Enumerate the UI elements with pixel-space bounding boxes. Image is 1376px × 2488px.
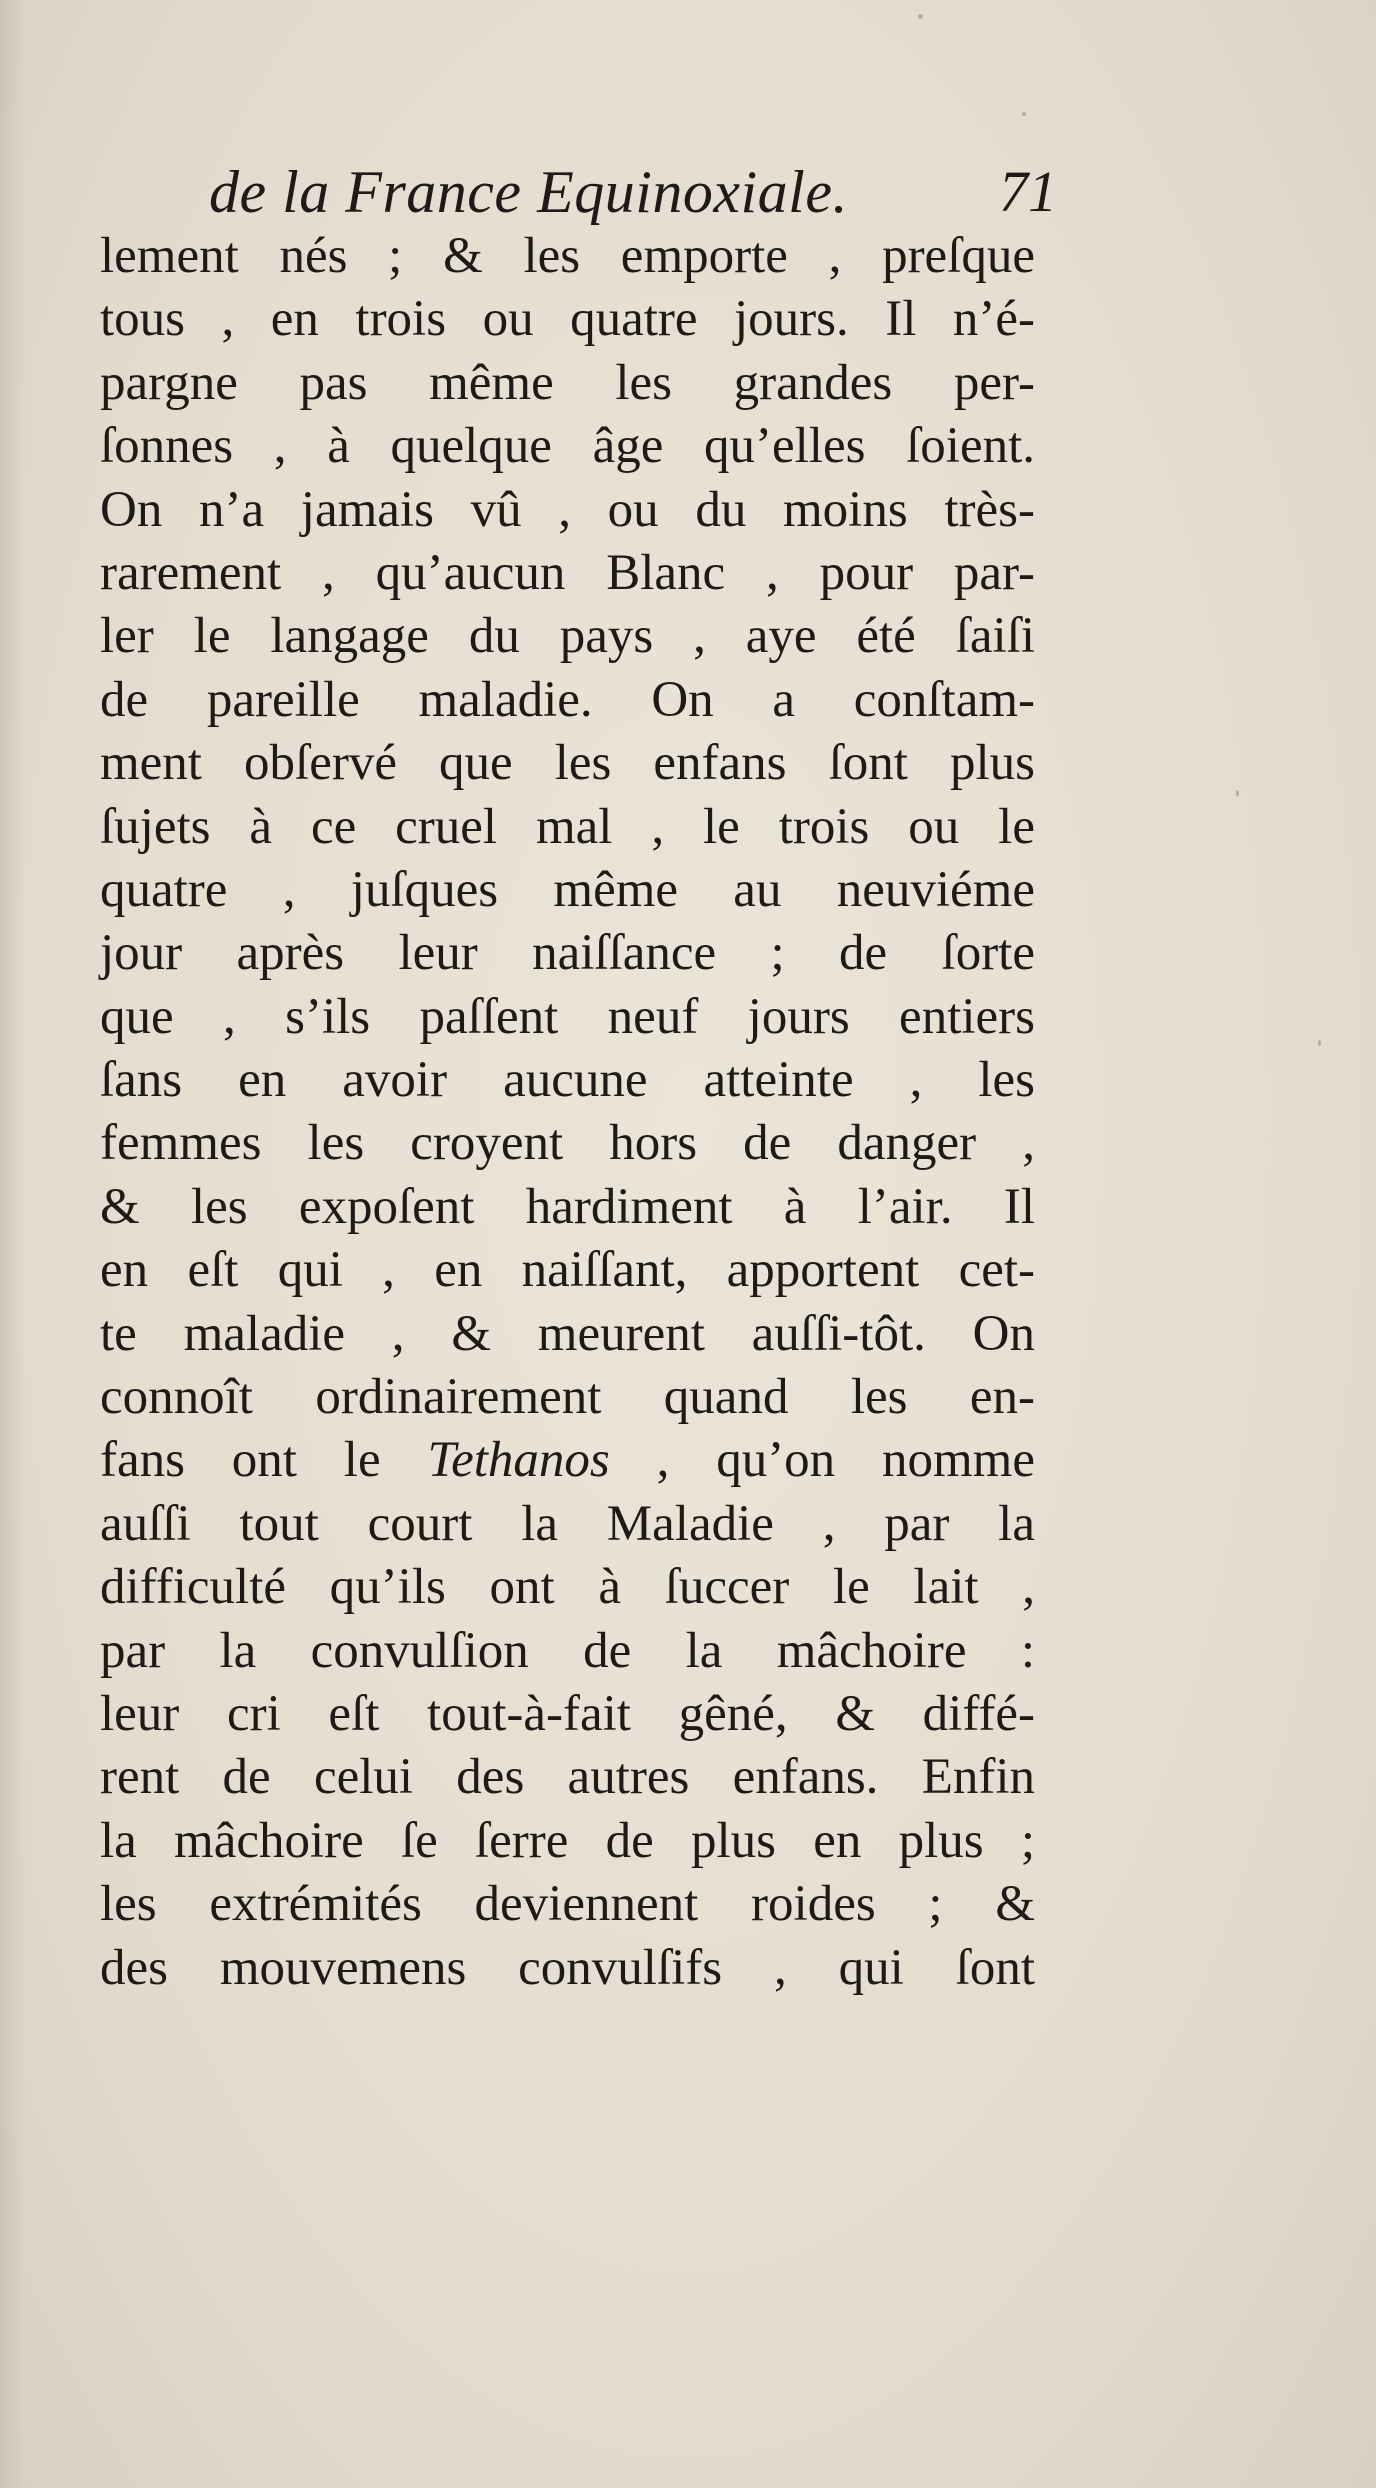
text-line: On n’a jamais vû , ou du moins très- [100,481,1035,538]
text-line: auſſi tout court la Maladie , par la [100,1495,1035,1552]
text-line: en eſt qui , en naiſſant, apportent cet- [100,1242,1035,1299]
text-line [100,1429,1035,1492]
body-text [100,225,1035,2000]
text-line: leur cri eſt tout-à-fait gêné, & diffé- [100,1685,1035,1742]
text-line: ſans en avoir aucune atteinte , les [100,1052,1035,1109]
text-line: rarement , qu’aucun Blanc , pour par- [100,544,1035,601]
text-line: par la convulſion de la mâchoire : [100,1622,1035,1679]
page-header [195,152,1057,232]
text-line: difficulté qu’ils ont à ſuccer le lait , [100,1559,1035,1616]
text-line: lement nés ; & les emporte , preſque [100,228,1035,284]
text-line: les extrémités deviennent roides ; & [100,1876,1035,1933]
text-line: la mâchoire ſe ſerre de plus en plus ; [100,1812,1035,1869]
page-number: 71 [999,159,1057,224]
text-line: jour après leur naiſſance ; de ſorte [100,925,1035,982]
running-title: de la France Equinoxiale. [209,159,848,225]
text-line: connoît ordinairement quand les en- [100,1369,1035,1426]
text-line: tous , en trois ou quatre jours. Il n’é- [100,291,1035,348]
text-line: quatre , juſques même au neuviéme [100,861,1035,918]
text-line: ſonnes , à quelque âge qu’elles ſoient. [100,418,1035,475]
text-line: femmes les croyent hors de danger , [100,1115,1035,1172]
paper-speck [1022,112,1026,116]
text-line: des mouvemens convulſifs , qui ſont [100,1939,1035,1996]
text-segment: , qu’on nomme [609,1432,1035,1489]
text-line: de pareille maladie. On a conſtam- [100,671,1035,728]
text-line: rent de celui des autres enfans. Enfin [100,1749,1035,1806]
text-line: ler le langage du pays , aye été ſaiſi [100,608,1035,665]
paper-speck [1236,790,1239,797]
text-line: & les expoſent hardiment à l’air. Il [100,1178,1035,1235]
italic-term: Tethanos [427,1432,610,1489]
paper-speck [918,14,923,19]
page-gutter-shadow [0,0,26,2488]
text-segment: fans ont le [100,1432,428,1489]
paper-speck [1318,1040,1321,1046]
text-line: que , s’ils paſſent neuf jours entiers [100,988,1035,1045]
text-line: ſujets à ce cruel mal , le trois ou le [100,798,1035,855]
text-line: te maladie , & meurent auſſi-tôt. On [100,1305,1035,1362]
text-line: pargne pas même les grandes per- [100,354,1035,411]
text-line: ment obſervé que les enfans ſont plus [100,735,1035,792]
